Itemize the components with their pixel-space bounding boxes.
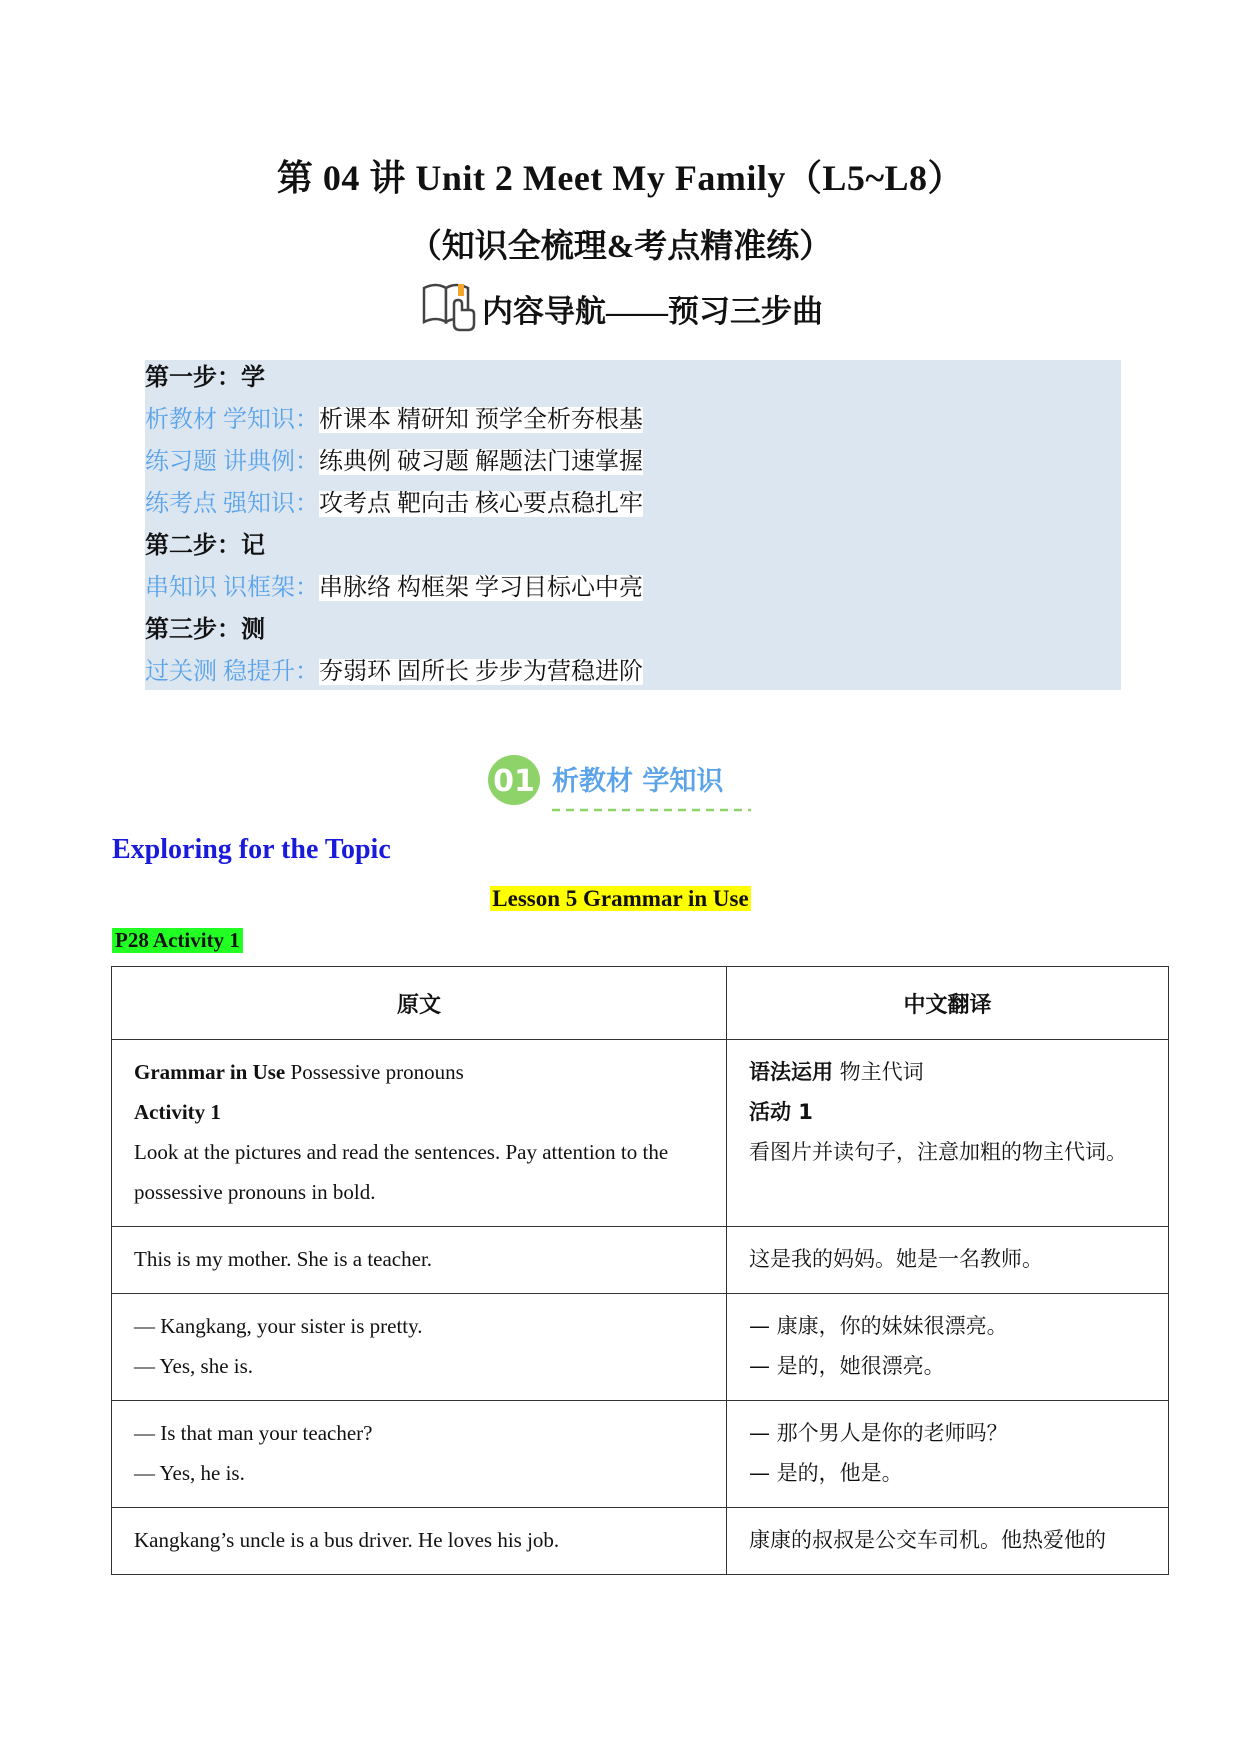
- activity-title: Activity 1: [134, 1100, 221, 1124]
- guide-row-label: 析教材 学知识：: [145, 407, 319, 433]
- guide-row-text: 夯弱环 固所长 步步为营稳进阶: [319, 659, 643, 685]
- page-title: 第 04 讲 Unit 2 Meet My Family（L5~L8）: [276, 158, 965, 198]
- section-label: 析教材 学知识: [552, 766, 724, 797]
- page-subtitle: （知识全梳理&考点精准练）: [408, 229, 833, 265]
- lesson-title: Lesson 5 Grammar in Use: [492, 886, 749, 911]
- section-badge: [486, 752, 756, 823]
- guide-row: [145, 444, 643, 480]
- table-row: [112, 1040, 1169, 1227]
- step-one: 第一步：学: [145, 365, 265, 391]
- guide-row-text: 练典例 破习题 解题法门速掌握: [319, 449, 643, 475]
- dialogue-line: — Is that man your teacher?: [134, 1421, 373, 1445]
- table-row: [112, 1294, 1169, 1401]
- step-two: 第二步：记: [145, 533, 265, 559]
- grammar-topic-cn: 物主代词: [833, 1060, 924, 1084]
- dialogue-line-cn: — 是的，他是。: [749, 1461, 903, 1485]
- grammar-topic: Possessive pronouns: [285, 1060, 464, 1084]
- dialogue-line: — Yes, he is.: [134, 1461, 245, 1485]
- guide-row-text: 攻考点 靶向击 核心要点稳扎牢: [319, 491, 643, 517]
- guide-row: [145, 570, 643, 606]
- guide-row: [145, 402, 643, 438]
- dialogue-line-cn: — 康康，你的妹妹很漂亮。: [749, 1314, 1008, 1338]
- guide-row-label: 串知识 识框架：: [145, 575, 319, 601]
- dialogue-line: — Yes, she is.: [134, 1354, 254, 1378]
- activity-title-cn: 活动 1: [749, 1100, 813, 1124]
- translation-cell: [727, 1040, 1169, 1227]
- header-original: 原文: [112, 967, 727, 1040]
- guide-row-label: 练考点 强知识：: [145, 491, 319, 517]
- dialogue-line-cn: — 那个男人是你的老师吗？: [749, 1421, 1008, 1445]
- guide-row-label: 过关测 稳提升：: [145, 659, 319, 685]
- section-number: 01: [493, 764, 535, 799]
- table-row: [112, 1401, 1169, 1508]
- nav-title: 内容导航——预习三步曲: [482, 294, 823, 329]
- header-translation: 中文翻译: [727, 967, 1169, 1040]
- topic-heading: Exploring for the Topic: [112, 834, 391, 865]
- translation-cell: [727, 1294, 1169, 1401]
- book-pointer-icon: [418, 278, 478, 339]
- guide-row: [145, 654, 643, 690]
- guide-row: [145, 486, 643, 522]
- translation-table: [111, 966, 1169, 1575]
- original-cell: [112, 1294, 727, 1401]
- dialogue-line-cn: — 是的，她很漂亮。: [749, 1354, 945, 1378]
- instruction-text: Look at the pictures and read the sentences. Pay attention to the possessive pronouns in bold.: [134, 1140, 669, 1204]
- activity-label: P28 Activity 1: [112, 928, 243, 953]
- original-cell: Kangkang’s uncle is a bus driver. He loves his job.: [112, 1508, 727, 1575]
- content-navigation-heading: [0, 278, 1241, 339]
- original-cell: [112, 1040, 727, 1227]
- table-header-row: [112, 967, 1169, 1040]
- translation-cell: [727, 1401, 1169, 1508]
- guide-row-text: 析课本 精研知 预学全析夯根基: [319, 407, 643, 433]
- step-three: 第三步：测: [145, 617, 265, 643]
- translation-cell: 这是我的妈妈。她是一名教师。: [727, 1227, 1169, 1294]
- table-row: [112, 1508, 1169, 1575]
- grammar-label-cn: 语法运用: [749, 1060, 833, 1084]
- lesson-heading: [0, 886, 1241, 912]
- guide-row-label: 练习题 讲典例：: [145, 449, 319, 475]
- original-cell: This is my mother. She is a teacher.: [112, 1227, 727, 1294]
- translation-cell: 康康的叔叔是公交车司机。他热爱他的: [727, 1508, 1169, 1575]
- instruction-text-cn: 看图片并读句子，注意加粗的物主代词。: [749, 1140, 1127, 1164]
- guide-row-text: 串脉络 构框架 学习目标心中亮: [319, 575, 643, 601]
- original-cell: [112, 1401, 727, 1508]
- study-guide-box: [145, 360, 1121, 690]
- table-row: [112, 1227, 1169, 1294]
- dialogue-line: — Kangkang, your sister is pretty.: [134, 1314, 423, 1338]
- grammar-label: Grammar in Use: [134, 1060, 286, 1084]
